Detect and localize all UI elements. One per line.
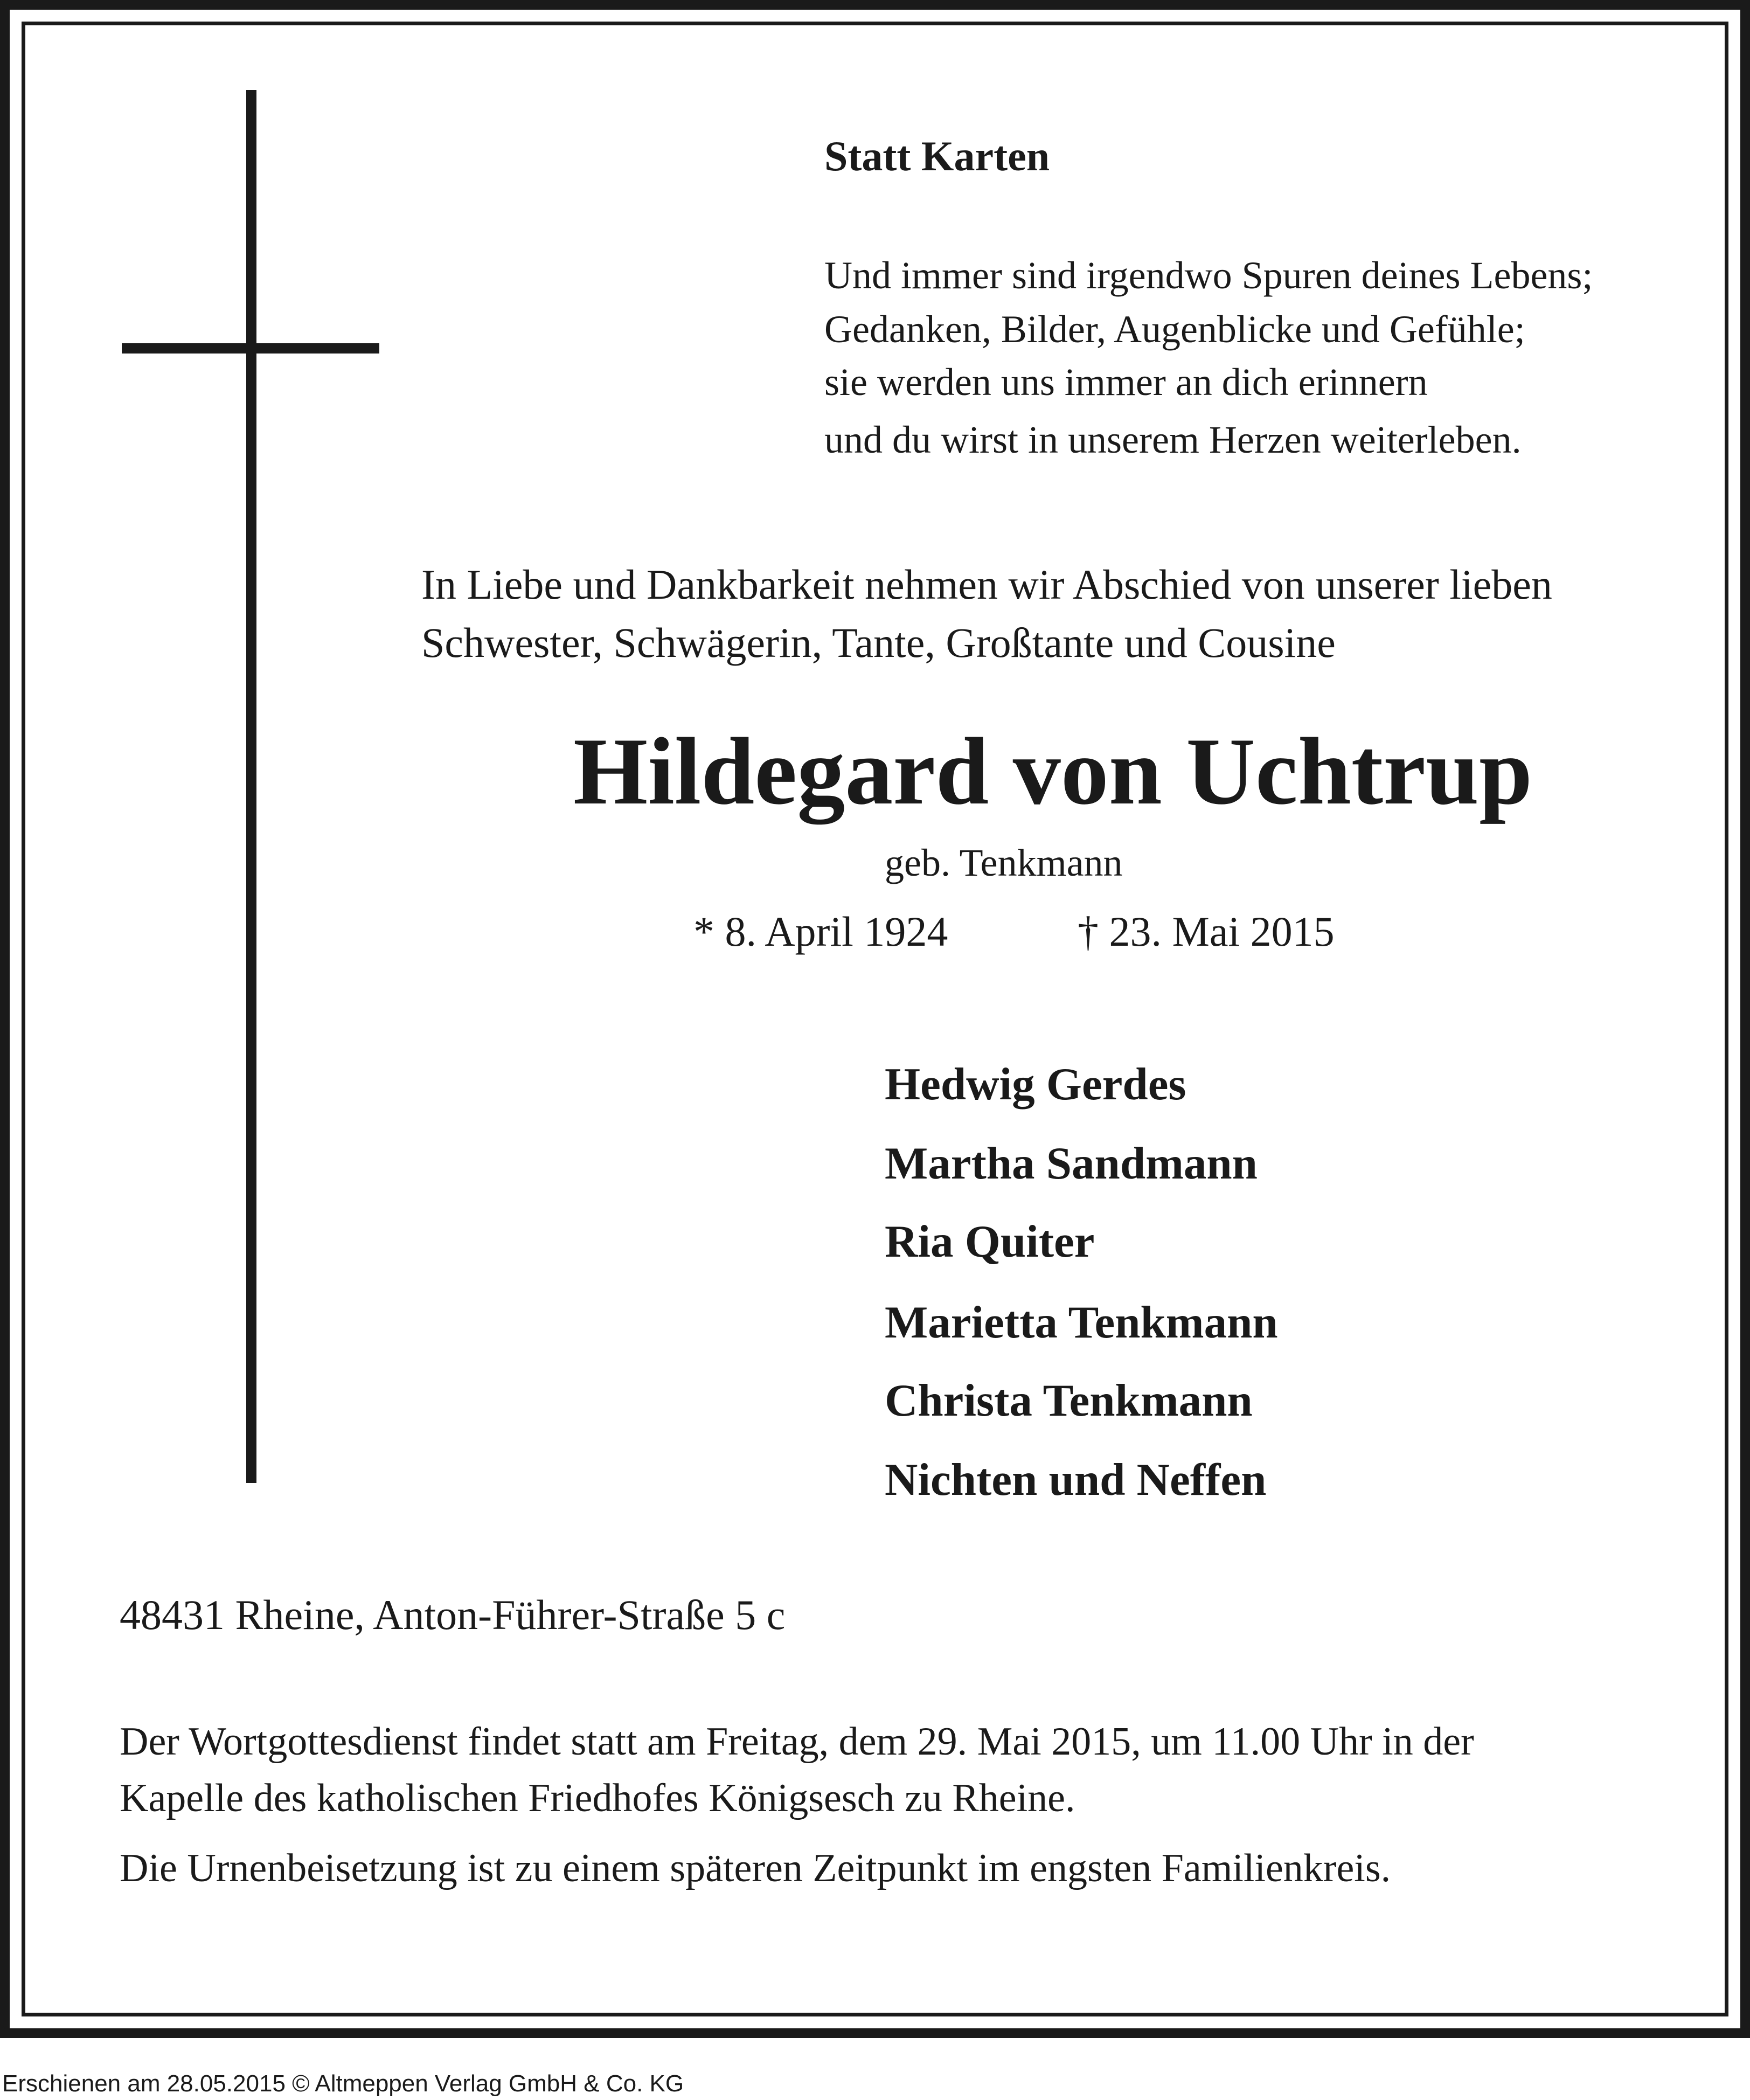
mourner-name: Ria Quiter xyxy=(885,1216,1095,1267)
poem-line: Und immer sind irgendwo Spuren deines Lebens; xyxy=(824,254,1593,297)
poem-line: und du wirst in unserem Herzen weiterleben. xyxy=(824,418,1522,461)
address: 48431 Rheine, Anton-Führer-Straße 5 c xyxy=(120,1591,786,1638)
birth-name: geb. Tenkmann xyxy=(885,841,1123,884)
service-line: Kapelle des katholischen Friedhofes Königsesch zu Rheine. xyxy=(120,1776,1075,1820)
service-line: Der Wortgottesdienst findet statt am Freitag, dem 29. Mai 2015, um 11.00 Uhr in der xyxy=(120,1720,1474,1764)
cross-icon-horizontal-bar xyxy=(122,343,379,354)
intro-line: Schwester, Schwägerin, Tante, Großtante und Cousine xyxy=(421,619,1336,666)
mourner-name: Martha Sandmann xyxy=(885,1138,1258,1189)
publication-footer: Erschienen am 28.05.2015 © Altmeppen Verlag GmbH & Co. KG xyxy=(2,2070,684,2097)
intro-line: In Liebe und Dankbarkeit nehmen wir Abschied von unserer lieben xyxy=(421,561,1552,608)
death-date: † 23. Mai 2015 xyxy=(1078,908,1335,955)
mourner-name: Nichten und Neffen xyxy=(885,1454,1267,1505)
birth-date: * 8. April 1924 xyxy=(693,908,948,955)
heading-statt-karten: Statt Karten xyxy=(824,133,1050,179)
mourner-name: Hedwig Gerdes xyxy=(885,1059,1186,1110)
service-line: Die Urnenbeisetzung ist zu einem späteren Zeitpunkt im engsten Familienkreis. xyxy=(120,1846,1391,1890)
poem-line: Gedanken, Bilder, Augenblicke und Gefühle; xyxy=(824,308,1525,351)
mourner-name: Christa Tenkmann xyxy=(885,1375,1253,1426)
poem-line: sie werden uns immer an dich erinnern xyxy=(824,361,1428,404)
deceased-name: Hildegard von Uchtrup xyxy=(573,718,1533,824)
mourner-name: Marietta Tenkmann xyxy=(885,1297,1278,1348)
